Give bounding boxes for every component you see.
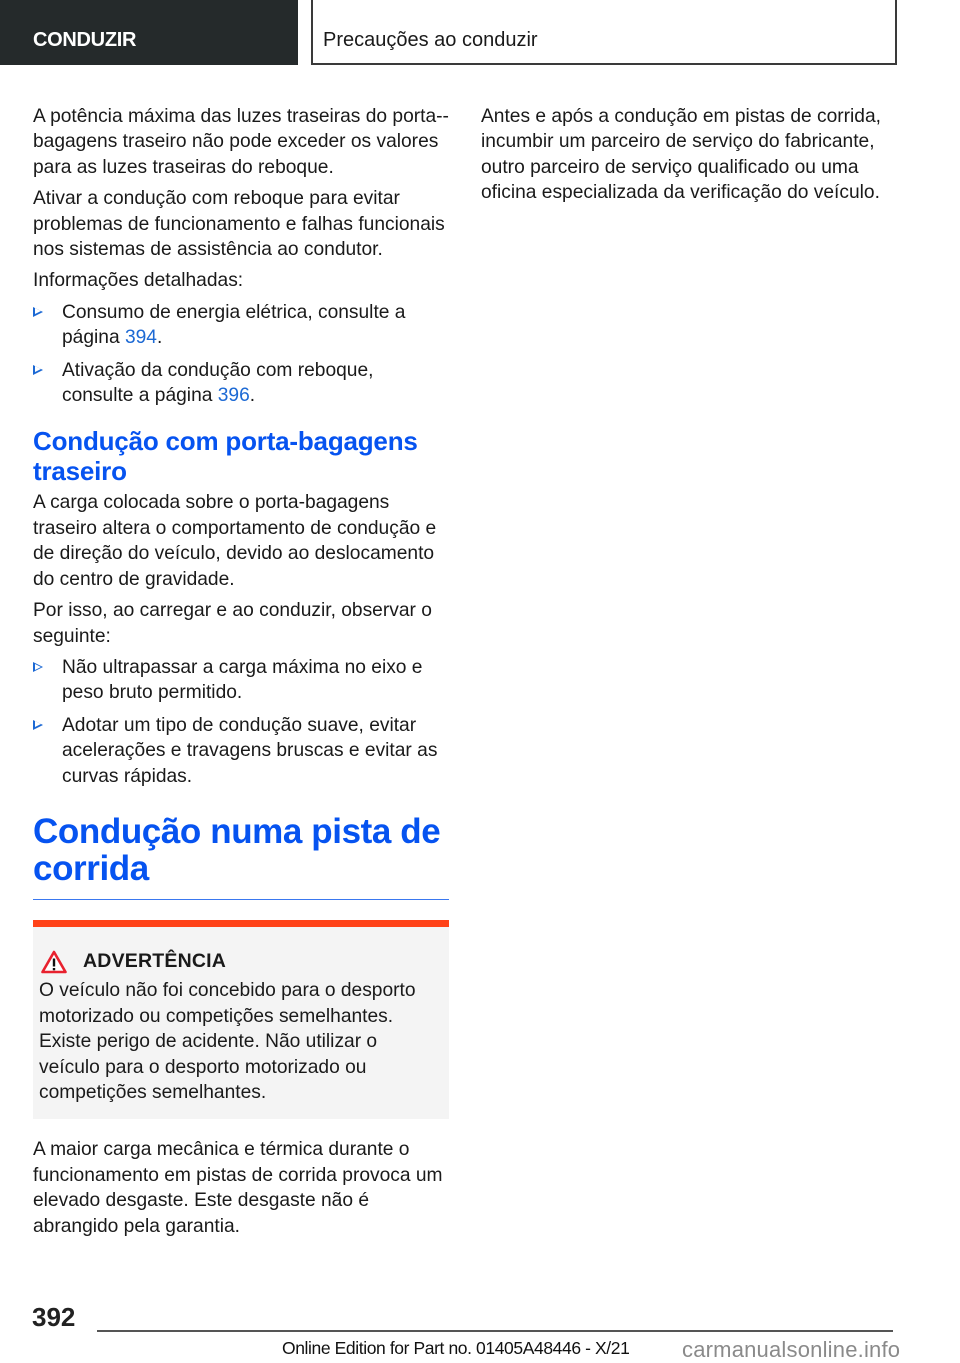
edition-note: Online Edition for Part no. 01405A48446 - X/21 <box>282 1338 630 1358</box>
warning-title: ADVERTÊNCIA <box>83 949 227 972</box>
triangle-bullet-icon <box>33 307 43 317</box>
left-column <box>33 104 449 1245</box>
list-item: Adotar um tipo de condução suave, evitar acelerações e travagens bruscas e evitar as curvas rápidas. <box>33 713 449 789</box>
list-item: Consumo de energia elétrica, consulte a página 394. <box>33 300 449 351</box>
paragraph: Por isso, ao carregar e ao conduzir, observar o seguinte: <box>33 600 432 647</box>
paragraph: Informações detalhadas: <box>33 270 244 292</box>
section-heading-race-track: Condução numa pista de corrida <box>33 813 449 900</box>
paragraph: Antes e após a condução em pistas de corrida, incumbir um parceiro de serviço do fabricante, outro parceiro de serviço qualificado ou uma oficina especializada da verificação do veículo. <box>481 106 881 204</box>
warning-text: O veículo não foi concebido para o desporto motorizado ou competições semelhantes. Existe perigo de acidente. Não utilizar o veículo para o desporto motorizado ou competições semelhantes. <box>39 980 416 1103</box>
footer-divider <box>97 1330 893 1332</box>
page-number: 392 <box>32 1302 76 1332</box>
instruction-list <box>33 655 449 789</box>
list-item: Não ultrapassar a carga máxima no eixo e peso bruto permitido. <box>33 655 449 706</box>
right-column <box>481 104 897 212</box>
paragraph: A carga colocada sobre o porta-bagagens traseiro altera o comportamento de condução e de direção do veículo, devido ao deslocamento do centro de gravidade. <box>33 492 437 590</box>
warning-box <box>33 920 449 1119</box>
triangle-bullet-icon <box>33 720 43 730</box>
warning-header <box>39 949 443 974</box>
chapter-tab <box>0 0 298 65</box>
watermark: carmanualsonline.info <box>682 1337 901 1362</box>
paragraph: A maior carga mecânica e térmica durante o funcionamento em pistas de corrida provoca um elevado desgaste. Este desgaste não é abrangido pela garantia. <box>33 1139 443 1237</box>
list-item: Ativação da condução com reboque, consulte a página 396. <box>33 358 449 409</box>
chapter-title: CONDUZIR <box>33 29 137 51</box>
paragraph: A potência máxima das luzes traseiras do porta--bagagens traseiro não pode exceder os valores para as luzes traseiras do reboque. <box>33 106 449 178</box>
section-title: Precauções ao conduzir <box>323 29 538 51</box>
section-heading-rear-rack: Condução com porta-bagagens traseiro <box>33 426 418 487</box>
section-header <box>311 0 897 65</box>
triangle-bullet-icon <box>33 365 43 375</box>
page-link-396[interactable]: 396 <box>217 385 250 407</box>
page-link-394[interactable]: 394 <box>124 327 157 349</box>
paragraph: Ativar a condução com reboque para evitar problemas de funcionamento e falhas funcionais nos sistemas de assistência ao condutor. <box>33 188 445 261</box>
warning-triangle-icon <box>41 950 67 974</box>
triangle-bullet-icon <box>33 662 43 672</box>
info-list <box>33 300 449 409</box>
